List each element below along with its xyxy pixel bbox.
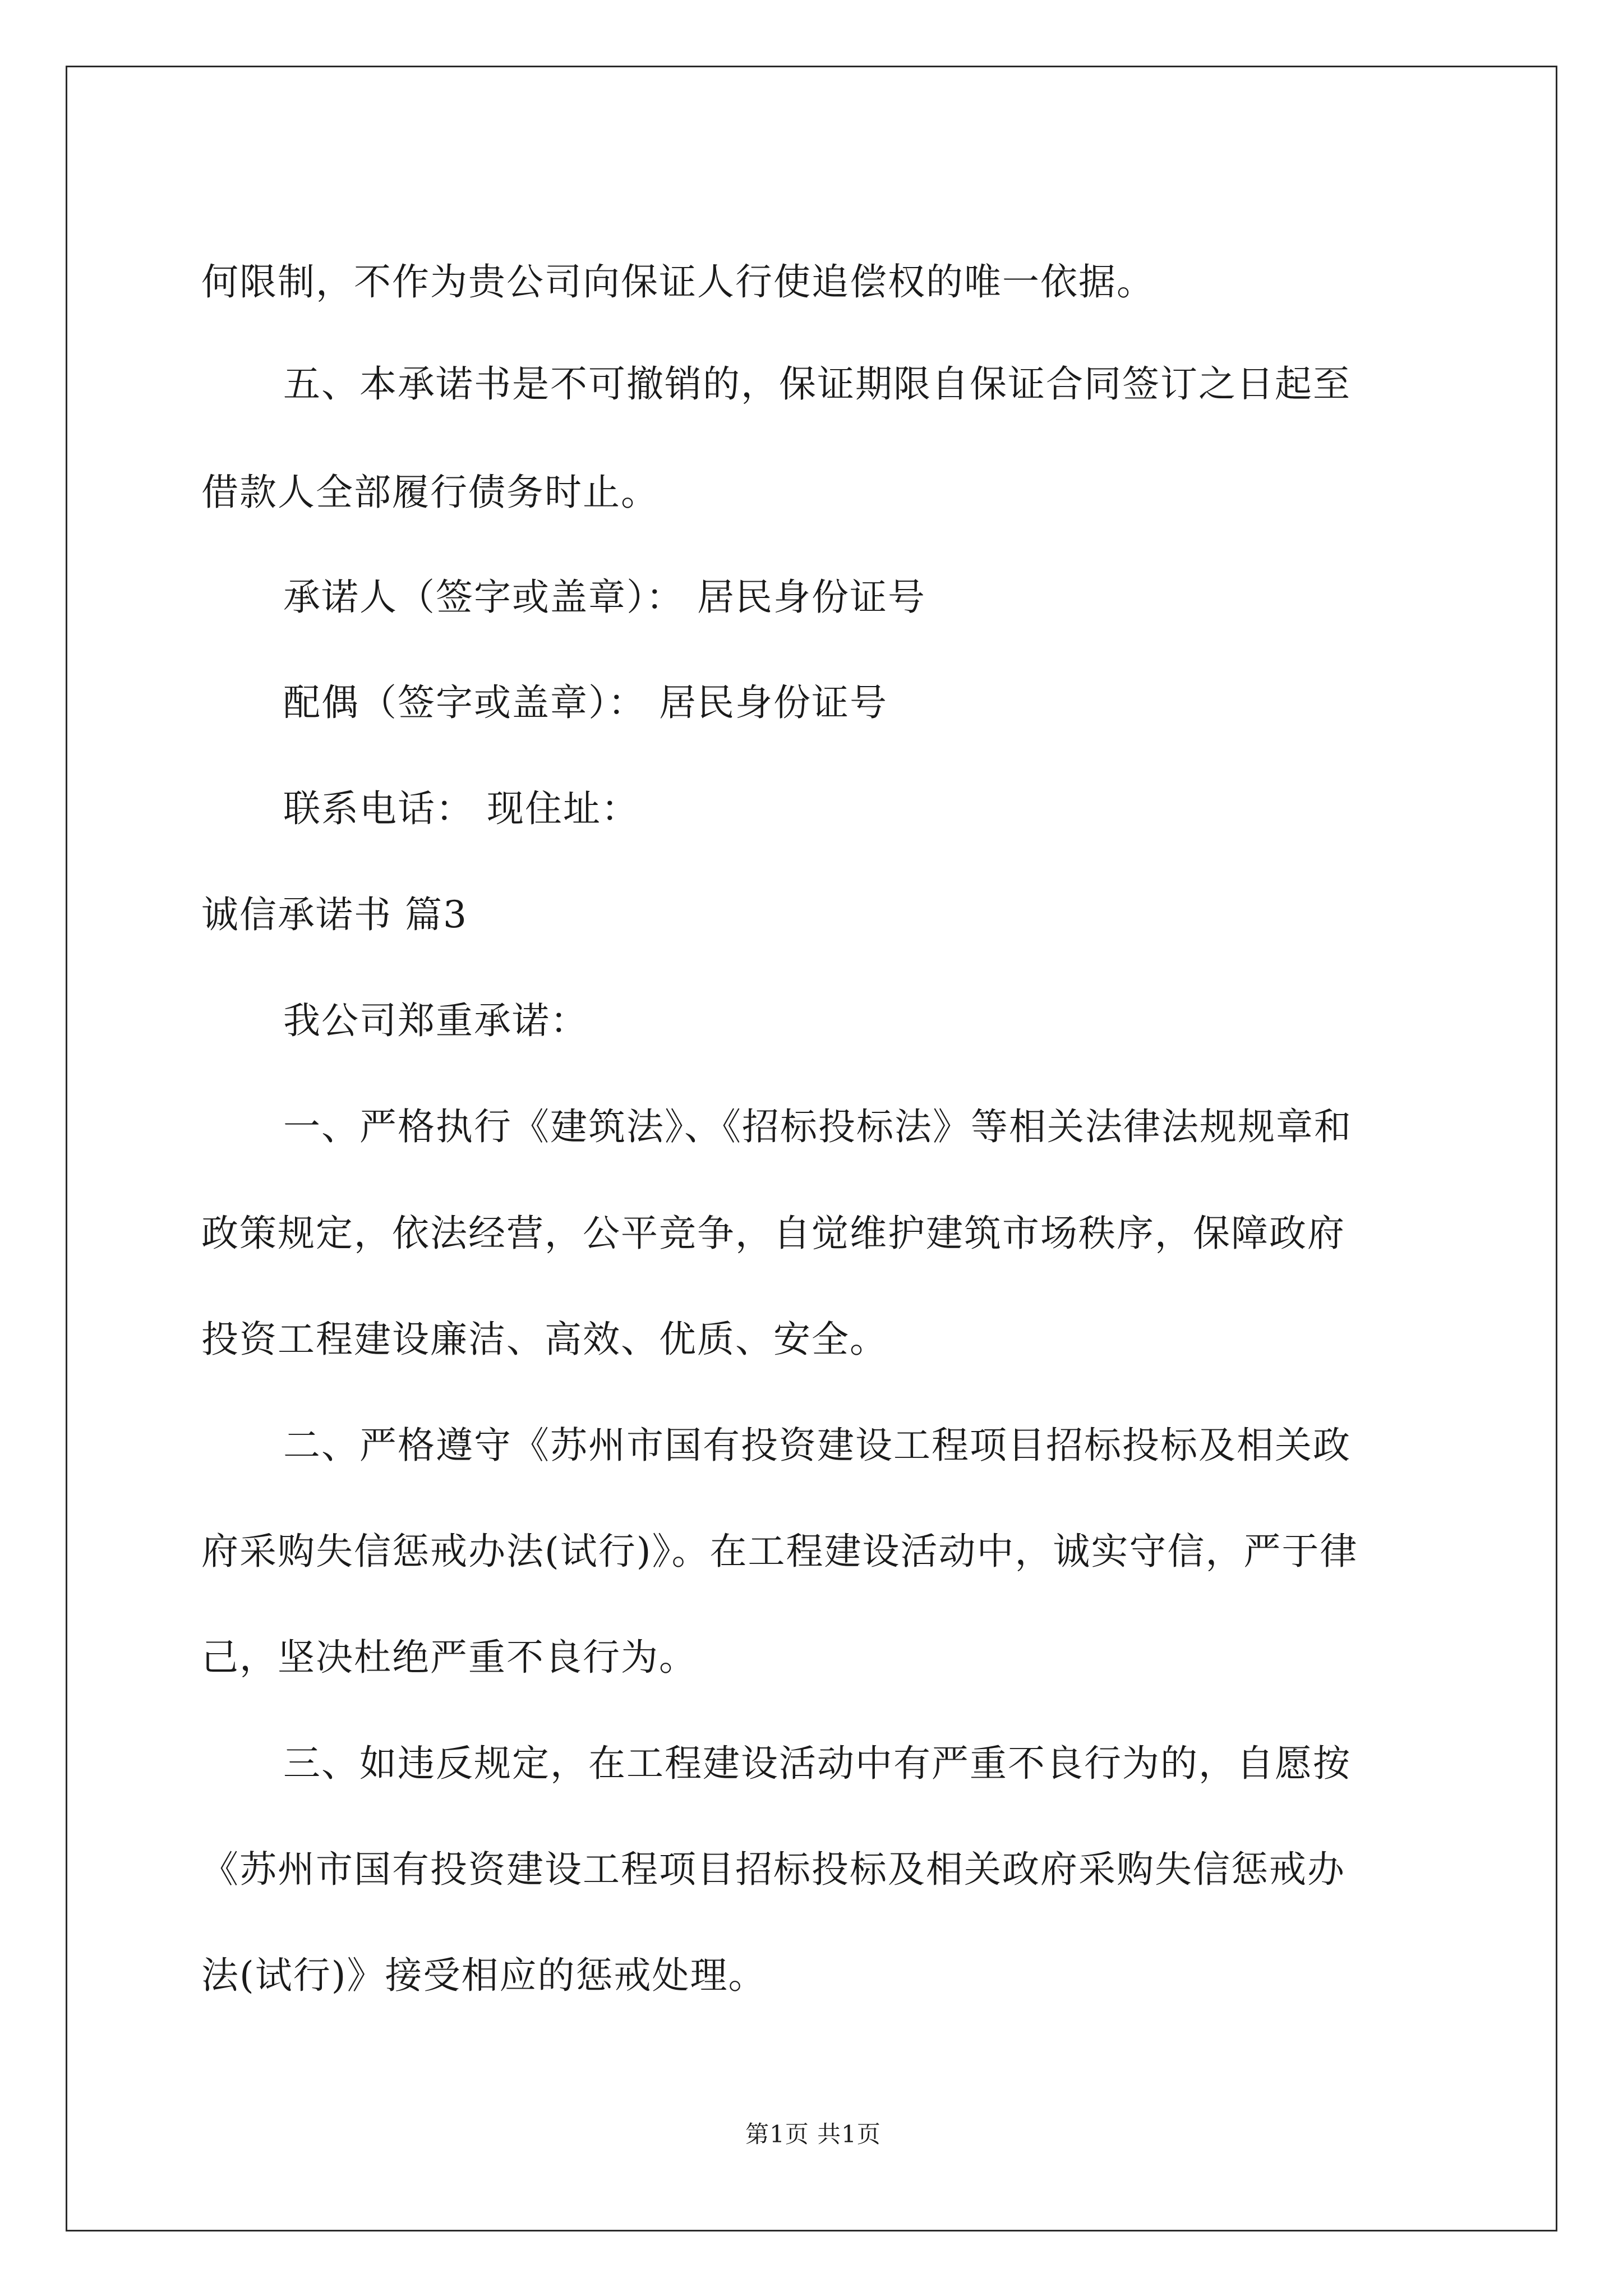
item-one-line-1: 一、严格执行《建筑法》、《招标投标法》等相关法律法规规章和 <box>283 1105 1352 1148</box>
item-one-line-2: 政策规定，依法经营，公平竞争，自觉维护建筑市场秩序，保障政府 <box>201 1212 1345 1255</box>
section-heading: 诚信承诺书 篇3 <box>201 893 468 936</box>
item-three-line-3: 法(试行)》接受相应的惩戒处理。 <box>201 1954 767 1997</box>
page-footer: 第1页 共1页 <box>745 2120 881 2148</box>
spouse-line: 配偶（签字或盖章）： 居民身份证号 <box>283 681 888 724</box>
item-two-line-3: 己，坚决杜绝严重不良行为。 <box>201 1636 697 1679</box>
item-three-line-1: 三、如违反规定，在工程建设活动中有严重不良行为的，自愿按 <box>283 1742 1351 1785</box>
paragraph-five-line-2: 借款人全部履行债务时止。 <box>201 471 659 514</box>
commitment-intro: 我公司郑重承诺： <box>283 999 588 1042</box>
signatory-line: 承诺人（签字或盖章）： 居民身份证号 <box>283 576 926 619</box>
item-two-line-1: 二、严格遵守《苏州市国有投资建设工程项目招标投标及相关政 <box>283 1424 1351 1467</box>
body-line-1: 何限制，不作为贵公司向保证人行使追偿权的唯一依据。 <box>201 260 1155 303</box>
contact-line: 联系电话： 现住址： <box>283 787 639 830</box>
paragraph-five-line-1: 五、本承诺书是不可撤销的，保证期限自保证合同签订之日起至 <box>283 362 1351 406</box>
item-one-line-3: 投资工程建设廉洁、高效、优质、安全。 <box>201 1318 888 1361</box>
item-three-line-2: 《苏州市国有投资建设工程项目招标投标及相关政府采购失信惩戒办 <box>201 1848 1345 1891</box>
page-frame <box>66 66 1557 2231</box>
item-two-line-2: 府采购失信惩戒办法(试行)》。在工程建设活动中，诚实守信，严于律 <box>201 1530 1358 1573</box>
